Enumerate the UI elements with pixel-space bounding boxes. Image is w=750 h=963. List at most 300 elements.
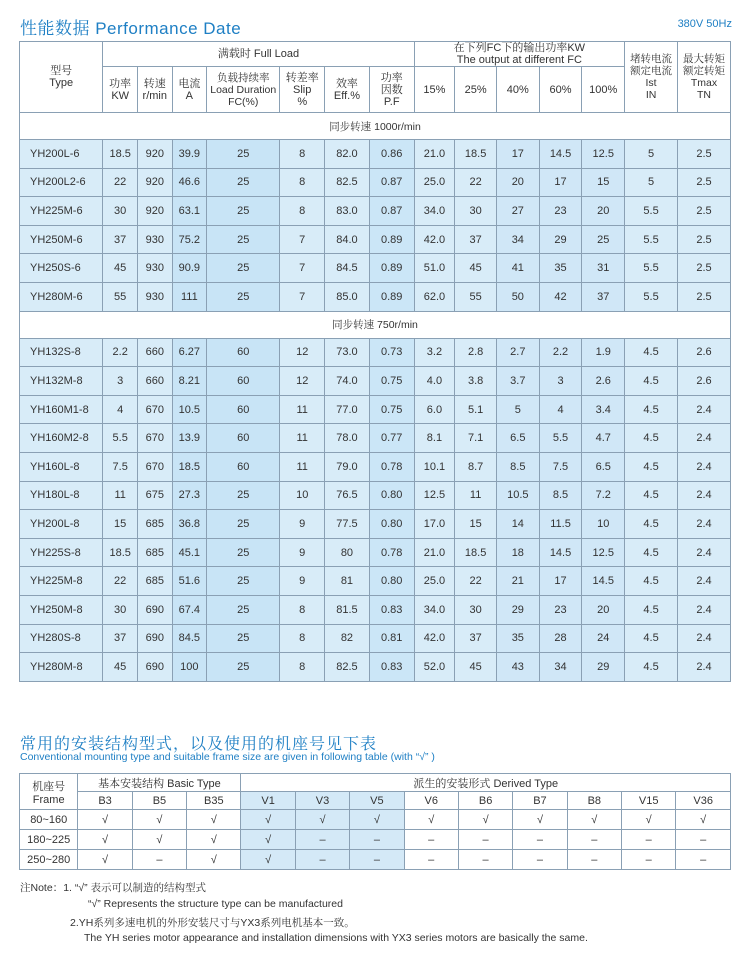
value-cell: 4: [103, 395, 138, 424]
value-cell: 0.73: [369, 338, 414, 367]
model-cell: YH160L-8: [20, 452, 103, 481]
value-cell: 22: [103, 168, 138, 197]
value-cell: 7: [280, 254, 325, 283]
value-cell: 14: [496, 510, 539, 539]
mount-type-header: V1: [241, 792, 295, 810]
mount-mark-cell: –: [567, 850, 621, 870]
value-cell: 4.5: [625, 452, 678, 481]
value-cell: 5.5: [625, 197, 678, 226]
value-cell: 30: [103, 197, 138, 226]
value-cell: 76.5: [325, 481, 370, 510]
mount-mark-cell: √: [187, 810, 241, 830]
mount-mark-cell: –: [622, 830, 676, 850]
mount-type-header: V5: [350, 792, 404, 810]
value-cell: 15: [455, 510, 497, 539]
header-ist: 堵转电流 额定电流 Ist IN: [625, 42, 678, 113]
voltage-frequency-label: 380V 50Hz: [677, 18, 732, 30]
mount-mark-cell: –: [350, 850, 404, 870]
value-cell: 20: [582, 595, 625, 624]
value-cell: 5.1: [455, 395, 497, 424]
value-cell: 35: [539, 254, 582, 283]
table-row: [20, 395, 731, 424]
value-cell: 30: [455, 197, 497, 226]
value-cell: 46.6: [172, 168, 207, 197]
table-row: [20, 850, 731, 870]
value-cell: 675: [137, 481, 172, 510]
value-cell: 25: [207, 197, 280, 226]
mount-type-header: B8: [567, 792, 621, 810]
value-cell: 31: [582, 254, 625, 283]
value-cell: 2.4: [678, 424, 731, 453]
value-cell: 29: [539, 225, 582, 254]
value-cell: 18: [496, 538, 539, 567]
value-cell: 21.0: [414, 538, 455, 567]
mount-mark-cell: √: [241, 830, 295, 850]
value-cell: 670: [137, 452, 172, 481]
table-row: [20, 567, 731, 596]
value-cell: 17: [539, 168, 582, 197]
section-title: 同步转速 750r/min: [20, 311, 731, 338]
header-fc-25: 25%: [455, 67, 497, 113]
value-cell: 0.89: [369, 254, 414, 283]
header-fc-60: 60%: [539, 67, 582, 113]
model-cell: YH180L-8: [20, 481, 103, 510]
value-cell: 8.1: [414, 424, 455, 453]
section-header: [20, 113, 731, 140]
value-cell: 84.5: [325, 254, 370, 283]
table-row: [20, 595, 731, 624]
mount-mark-cell: √: [567, 810, 621, 830]
value-cell: 920: [137, 140, 172, 169]
value-cell: 4.5: [625, 510, 678, 539]
value-cell: 9: [280, 567, 325, 596]
value-cell: 81: [325, 567, 370, 596]
value-cell: 2.4: [678, 538, 731, 567]
value-cell: 21: [496, 567, 539, 596]
value-cell: 0.87: [369, 168, 414, 197]
value-cell: 8: [280, 140, 325, 169]
mount-mark-cell: √: [513, 810, 567, 830]
value-cell: 930: [137, 225, 172, 254]
value-cell: 10.5: [172, 395, 207, 424]
value-cell: 5: [625, 168, 678, 197]
value-cell: 77.0: [325, 395, 370, 424]
value-cell: 45: [103, 653, 138, 682]
value-cell: 17: [539, 567, 582, 596]
model-cell: YH160M2-8: [20, 424, 103, 453]
value-cell: 685: [137, 538, 172, 567]
value-cell: 36.8: [172, 510, 207, 539]
model-cell: YH250M-8: [20, 595, 103, 624]
value-cell: 2.5: [678, 168, 731, 197]
value-cell: 79.0: [325, 452, 370, 481]
mount-mark-cell: –: [458, 850, 512, 870]
value-cell: 6.27: [172, 338, 207, 367]
value-cell: 2.4: [678, 653, 731, 682]
value-cell: 20: [582, 197, 625, 226]
value-cell: 75.2: [172, 225, 207, 254]
value-cell: 8: [280, 653, 325, 682]
mount-mark-cell: √: [676, 810, 731, 830]
table-row: [20, 653, 731, 682]
value-cell: 25: [207, 254, 280, 283]
value-cell: 42: [539, 282, 582, 311]
value-cell: 45.1: [172, 538, 207, 567]
value-cell: 83.0: [325, 197, 370, 226]
mount-mark-cell: √: [350, 810, 404, 830]
mount-mark-cell: –: [458, 830, 512, 850]
frame-cell: 250~280: [20, 850, 78, 870]
value-cell: 37: [582, 282, 625, 311]
value-cell: 84.0: [325, 225, 370, 254]
value-cell: 34.0: [414, 595, 455, 624]
value-cell: 690: [137, 653, 172, 682]
value-cell: 3: [539, 367, 582, 396]
value-cell: 2.5: [678, 197, 731, 226]
value-cell: 0.83: [369, 653, 414, 682]
table-row: [20, 338, 731, 367]
mount-mark-cell: √: [132, 810, 186, 830]
value-cell: 42.0: [414, 624, 455, 653]
value-cell: 25: [582, 225, 625, 254]
value-cell: 3: [103, 367, 138, 396]
table-row: [20, 168, 731, 197]
value-cell: 24: [582, 624, 625, 653]
value-cell: 7.1: [455, 424, 497, 453]
value-cell: 45: [103, 254, 138, 283]
header-fc: 负载持续率 Load Duration FC(%): [207, 67, 280, 113]
value-cell: 30: [455, 595, 497, 624]
model-cell: YH160M1-8: [20, 395, 103, 424]
value-cell: 34: [496, 225, 539, 254]
value-cell: 29: [496, 595, 539, 624]
value-cell: 51.0: [414, 254, 455, 283]
header-rpm: 转速 r/min: [137, 67, 172, 113]
value-cell: 0.81: [369, 624, 414, 653]
mount-mark-cell: √: [187, 850, 241, 870]
value-cell: 8.21: [172, 367, 207, 396]
value-cell: 25.0: [414, 168, 455, 197]
model-cell: YH280M-8: [20, 653, 103, 682]
value-cell: 2.6: [678, 367, 731, 396]
table-row: [20, 624, 731, 653]
mount-mark-cell: –: [295, 850, 349, 870]
note-label: 注Note：: [20, 882, 64, 894]
table-row: [20, 140, 731, 169]
value-cell: 6.5: [496, 424, 539, 453]
value-cell: 55: [103, 282, 138, 311]
value-cell: 2.5: [678, 282, 731, 311]
value-cell: 82.5: [325, 653, 370, 682]
value-cell: 14.5: [539, 140, 582, 169]
value-cell: 78.0: [325, 424, 370, 453]
value-cell: 18.5: [103, 140, 138, 169]
value-cell: 18.5: [455, 140, 497, 169]
value-cell: 29: [582, 653, 625, 682]
mount-type-header: B5: [132, 792, 186, 810]
value-cell: 10: [582, 510, 625, 539]
value-cell: 11: [455, 481, 497, 510]
header-fc-15: 15%: [414, 67, 455, 113]
value-cell: 0.80: [369, 481, 414, 510]
value-cell: 3.4: [582, 395, 625, 424]
value-cell: 81.5: [325, 595, 370, 624]
value-cell: 13.9: [172, 424, 207, 453]
value-cell: 2.8: [455, 338, 497, 367]
value-cell: 2.6: [678, 338, 731, 367]
value-cell: 25: [207, 225, 280, 254]
note-1-en: “√” Represents the structure type can be manufactured: [88, 898, 343, 910]
header-current: 电流 A: [172, 67, 207, 113]
value-cell: 7: [280, 225, 325, 254]
value-cell: 55: [455, 282, 497, 311]
value-cell: 920: [137, 168, 172, 197]
value-cell: 685: [137, 567, 172, 596]
mount-mark-cell: –: [404, 850, 458, 870]
value-cell: 4.5: [625, 653, 678, 682]
table-row: [20, 810, 731, 830]
value-cell: 37: [455, 624, 497, 653]
value-cell: 45: [455, 254, 497, 283]
value-cell: 11: [280, 452, 325, 481]
value-cell: 51.6: [172, 567, 207, 596]
value-cell: 2.4: [678, 481, 731, 510]
value-cell: 22: [455, 567, 497, 596]
value-cell: 5: [496, 395, 539, 424]
mount-mark-cell: √: [78, 810, 132, 830]
value-cell: 82: [325, 624, 370, 653]
value-cell: 60: [207, 452, 280, 481]
value-cell: 2.2: [539, 338, 582, 367]
value-cell: 34.0: [414, 197, 455, 226]
section-header: [20, 311, 731, 338]
value-cell: 670: [137, 424, 172, 453]
model-cell: YH132S-8: [20, 338, 103, 367]
mount-mark-cell: √: [458, 810, 512, 830]
value-cell: 2.4: [678, 624, 731, 653]
value-cell: 85.0: [325, 282, 370, 311]
value-cell: 4.5: [625, 395, 678, 424]
value-cell: 15: [103, 510, 138, 539]
value-cell: 67.4: [172, 595, 207, 624]
value-cell: 74.0: [325, 367, 370, 396]
value-cell: 685: [137, 510, 172, 539]
value-cell: 84.5: [172, 624, 207, 653]
value-cell: 80: [325, 538, 370, 567]
value-cell: 3.7: [496, 367, 539, 396]
model-cell: YH200L2-6: [20, 168, 103, 197]
value-cell: 930: [137, 282, 172, 311]
value-cell: 25: [207, 140, 280, 169]
mount-type-header: B7: [513, 792, 567, 810]
value-cell: 25: [207, 510, 280, 539]
model-cell: YH225M-6: [20, 197, 103, 226]
mount-mark-cell: √: [295, 810, 349, 830]
value-cell: 17: [496, 140, 539, 169]
header-model: 型号 Type: [20, 42, 103, 113]
value-cell: 21.0: [414, 140, 455, 169]
table-row: [20, 481, 731, 510]
value-cell: 4.7: [582, 424, 625, 453]
value-cell: 22: [103, 567, 138, 596]
value-cell: 41: [496, 254, 539, 283]
value-cell: 7.2: [582, 481, 625, 510]
value-cell: 37: [103, 624, 138, 653]
value-cell: 35: [496, 624, 539, 653]
value-cell: 690: [137, 624, 172, 653]
mount-mark-cell: –: [622, 850, 676, 870]
value-cell: 3.8: [455, 367, 497, 396]
value-cell: 22: [455, 168, 497, 197]
value-cell: 8: [280, 595, 325, 624]
mount-mark-cell: –: [513, 830, 567, 850]
mount-mark-cell: √: [241, 810, 295, 830]
value-cell: 5.5: [103, 424, 138, 453]
value-cell: 11: [280, 424, 325, 453]
model-cell: YH132M-8: [20, 367, 103, 396]
value-cell: 12.5: [582, 538, 625, 567]
value-cell: 100: [172, 653, 207, 682]
value-cell: 50: [496, 282, 539, 311]
mount-type-header: V15: [622, 792, 676, 810]
mount-mark-cell: √: [404, 810, 458, 830]
value-cell: 7: [280, 282, 325, 311]
header-full-load: 满载时 Full Load: [103, 42, 414, 67]
value-cell: 27: [496, 197, 539, 226]
value-cell: 670: [137, 395, 172, 424]
value-cell: 25: [207, 538, 280, 567]
mount-type-header: V6: [404, 792, 458, 810]
value-cell: 12: [280, 367, 325, 396]
mount-mark-cell: –: [350, 830, 404, 850]
value-cell: 52.0: [414, 653, 455, 682]
value-cell: 2.5: [678, 225, 731, 254]
value-cell: 2.4: [678, 567, 731, 596]
value-cell: 14.5: [539, 538, 582, 567]
value-cell: 25: [207, 595, 280, 624]
header-tmax: 最大转矩 额定转矩 Tmax TN: [678, 42, 731, 113]
value-cell: 11: [280, 395, 325, 424]
value-cell: 7.5: [539, 452, 582, 481]
value-cell: 2.4: [678, 595, 731, 624]
mount-mark-cell: √: [187, 830, 241, 850]
value-cell: 930: [137, 254, 172, 283]
value-cell: 9: [280, 510, 325, 539]
mount-type-header: B35: [187, 792, 241, 810]
table-row: [20, 452, 731, 481]
value-cell: 2.4: [678, 395, 731, 424]
value-cell: 42.0: [414, 225, 455, 254]
value-cell: 60: [207, 424, 280, 453]
value-cell: 12.5: [582, 140, 625, 169]
mount-mark-cell: –: [567, 830, 621, 850]
value-cell: 23: [539, 595, 582, 624]
value-cell: 63.1: [172, 197, 207, 226]
value-cell: 8: [280, 624, 325, 653]
page-title: 性能数据 Performance Date: [20, 19, 242, 38]
model-cell: YH250M-6: [20, 225, 103, 254]
value-cell: 82.0: [325, 140, 370, 169]
model-cell: YH280M-6: [20, 282, 103, 311]
model-cell: YH250S-6: [20, 254, 103, 283]
mount-mark-cell: –: [295, 830, 349, 850]
value-cell: 4.5: [625, 567, 678, 596]
mount-type-header: V3: [295, 792, 349, 810]
performance-table: [19, 41, 731, 682]
table-row: [20, 830, 731, 850]
value-cell: 12: [280, 338, 325, 367]
value-cell: 25: [207, 567, 280, 596]
value-cell: 23: [539, 197, 582, 226]
value-cell: 7.5: [103, 452, 138, 481]
value-cell: 18.5: [172, 452, 207, 481]
mount-type-header: V36: [676, 792, 731, 810]
mount-mark-cell: –: [513, 850, 567, 870]
value-cell: 8: [280, 197, 325, 226]
model-cell: YH225M-8: [20, 567, 103, 596]
value-cell: 25: [207, 624, 280, 653]
mount-mark-cell: –: [404, 830, 458, 850]
value-cell: 0.77: [369, 424, 414, 453]
table-row: [20, 254, 731, 283]
header-fc-100: 100%: [582, 67, 625, 113]
note-2-cn: 2.YH系列多速电机的外形安装尺寸与YX3系列电机基本一致。: [70, 917, 355, 929]
header-output: 在下列FC下的输出功率KW The output at different FC: [414, 42, 625, 67]
value-cell: 37: [455, 225, 497, 254]
header-eff: 效率 Eff.%: [325, 67, 370, 113]
value-cell: 6.0: [414, 395, 455, 424]
mount-mark-cell: √: [78, 830, 132, 850]
value-cell: 8.5: [539, 481, 582, 510]
value-cell: 82.5: [325, 168, 370, 197]
value-cell: 17.0: [414, 510, 455, 539]
value-cell: 45: [455, 653, 497, 682]
mount-mark-cell: √: [78, 850, 132, 870]
value-cell: 920: [137, 197, 172, 226]
value-cell: 0.89: [369, 282, 414, 311]
value-cell: 20: [496, 168, 539, 197]
value-cell: 11.5: [539, 510, 582, 539]
value-cell: 9: [280, 538, 325, 567]
value-cell: 60: [207, 367, 280, 396]
mount-mark-cell: –: [676, 830, 731, 850]
value-cell: 18.5: [103, 538, 138, 567]
value-cell: 18.5: [455, 538, 497, 567]
model-cell: YH280S-8: [20, 624, 103, 653]
value-cell: 0.89: [369, 225, 414, 254]
value-cell: 4.5: [625, 367, 678, 396]
model-cell: YH200L-6: [20, 140, 103, 169]
value-cell: 15: [582, 168, 625, 197]
value-cell: 43: [496, 653, 539, 682]
value-cell: 2.7: [496, 338, 539, 367]
value-cell: 2.6: [582, 367, 625, 396]
value-cell: 660: [137, 338, 172, 367]
note-1-cn: 注Note：1. “√” 表示可以制造的结构型式: [20, 882, 207, 894]
value-cell: 60: [207, 338, 280, 367]
value-cell: 25.0: [414, 567, 455, 596]
value-cell: 37: [103, 225, 138, 254]
header-pf: 功率 因数 P.F: [369, 67, 414, 113]
value-cell: 25: [207, 481, 280, 510]
value-cell: 2.5: [678, 140, 731, 169]
value-cell: 73.0: [325, 338, 370, 367]
value-cell: 10: [280, 481, 325, 510]
model-cell: YH225S-8: [20, 538, 103, 567]
value-cell: 5.5: [625, 254, 678, 283]
value-cell: 0.78: [369, 538, 414, 567]
mount-mark-cell: –: [676, 850, 731, 870]
